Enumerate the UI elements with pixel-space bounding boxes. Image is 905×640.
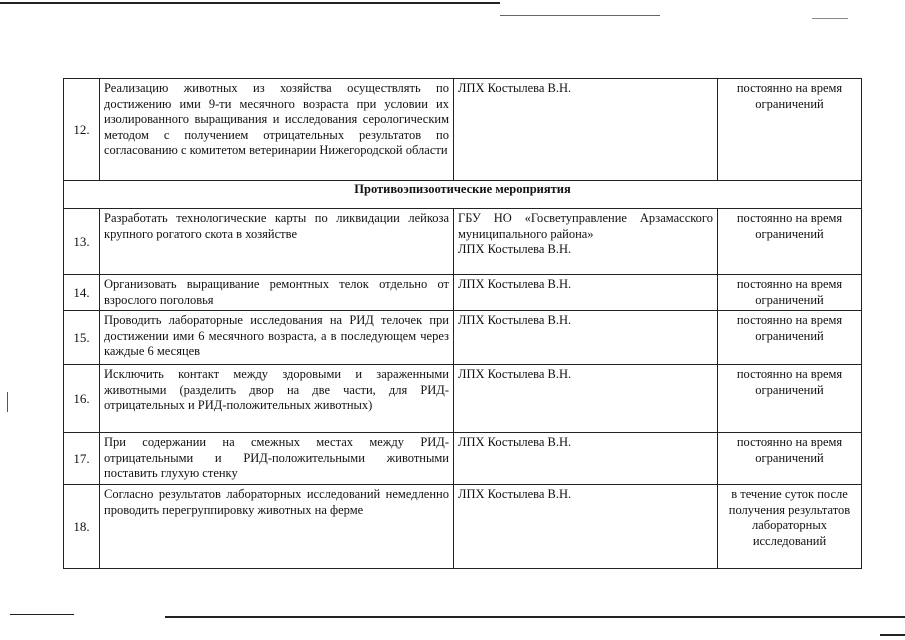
responsible-person: ЛПХ Костылева В.Н. bbox=[458, 242, 572, 256]
term-cell: постоянно на время ограничений bbox=[718, 79, 862, 181]
row-number: 17. bbox=[64, 433, 100, 485]
row-number: 15. bbox=[64, 311, 100, 365]
row-number: 13. bbox=[64, 209, 100, 275]
term-cell: постоянно на время ограничений bbox=[718, 433, 862, 485]
responsible-cell: ЛПХ Костылева В.Н. bbox=[454, 79, 718, 181]
task-cell: Организовать выращивание ремонтных телок отдельно от взрослого поголовья bbox=[100, 275, 454, 311]
term-cell: постоянно на время ограничений bbox=[718, 311, 862, 365]
responsible-cell: ЛПХ Костылева В.Н. bbox=[454, 485, 718, 569]
task-cell: При содержании на смежных местах между РИД-отрицательными и РИД-положительными животными поставить глухую стенку bbox=[100, 433, 454, 485]
scan-line-bottom bbox=[165, 616, 905, 618]
task-cell: Разработать технологические карты по ликвидации лейкоза крупного рогатого скота в хозяйстве bbox=[100, 209, 454, 275]
responsible-cell: ЛПХ Костылева В.Н. bbox=[454, 311, 718, 365]
term-cell: постоянно на время ограничений bbox=[718, 275, 862, 311]
row-number: 18. bbox=[64, 485, 100, 569]
responsible-cell: ЛПХ Костылева В.Н. bbox=[454, 433, 718, 485]
task-cell: Согласно результатов лабораторных исследований немедленно проводить перегруппировку животных на ферме bbox=[100, 485, 454, 569]
term-cell: постоянно на время ограничений bbox=[718, 209, 862, 275]
task-cell: Проводить лабораторные исследования на РИД телочек при достижении ими 6 месячного возраста, а в последующем через каждые 6 месяцев bbox=[100, 311, 454, 365]
responsible-org: ГБУ НО «Госветуправление Арзамасского муниципального района» bbox=[458, 211, 713, 241]
scan-line-bottom-left bbox=[10, 614, 74, 615]
table-row bbox=[64, 433, 862, 485]
table-row bbox=[64, 209, 862, 275]
table-row bbox=[64, 485, 862, 569]
row-number: 16. bbox=[64, 365, 100, 433]
section-row bbox=[64, 181, 862, 209]
scan-line-left-tick bbox=[7, 392, 8, 412]
table-row bbox=[64, 79, 862, 181]
table-row bbox=[64, 311, 862, 365]
table-row bbox=[64, 365, 862, 433]
responsible-cell: ЛПХ Костылева В.Н. bbox=[454, 365, 718, 433]
measures-table bbox=[63, 78, 862, 569]
row-number: 12. bbox=[64, 79, 100, 181]
term-cell: постоянно на время ограничений bbox=[718, 365, 862, 433]
row-number: 14. bbox=[64, 275, 100, 311]
table-row bbox=[64, 275, 862, 311]
responsible-cell bbox=[454, 209, 718, 275]
task-cell: Исключить контакт между здоровыми и зараженными животными (разделить двор на две части, для РИД-отрицательных и РИД-положительных животных) bbox=[100, 365, 454, 433]
scan-line-top-dash bbox=[500, 15, 660, 16]
responsible-cell: ЛПХ Костылева В.Н. bbox=[454, 275, 718, 311]
task-cell: Реализацию животных из хозяйства осуществлять по достижению ими 9-ти месячного возраста при условии их изолированного выращивания и исследования серологическим методом с получением отрицательных результатов по согласованию с комитетом ветеринарии Нижегородской области bbox=[100, 79, 454, 181]
section-title: Противоэпизоотические мероприятия bbox=[64, 181, 862, 209]
scan-line-bottom-right bbox=[880, 634, 905, 636]
term-cell: в течение суток после получения результатов лабораторных исследований bbox=[718, 485, 862, 569]
scan-line-top-right bbox=[812, 18, 848, 19]
scan-line-top bbox=[0, 2, 500, 4]
